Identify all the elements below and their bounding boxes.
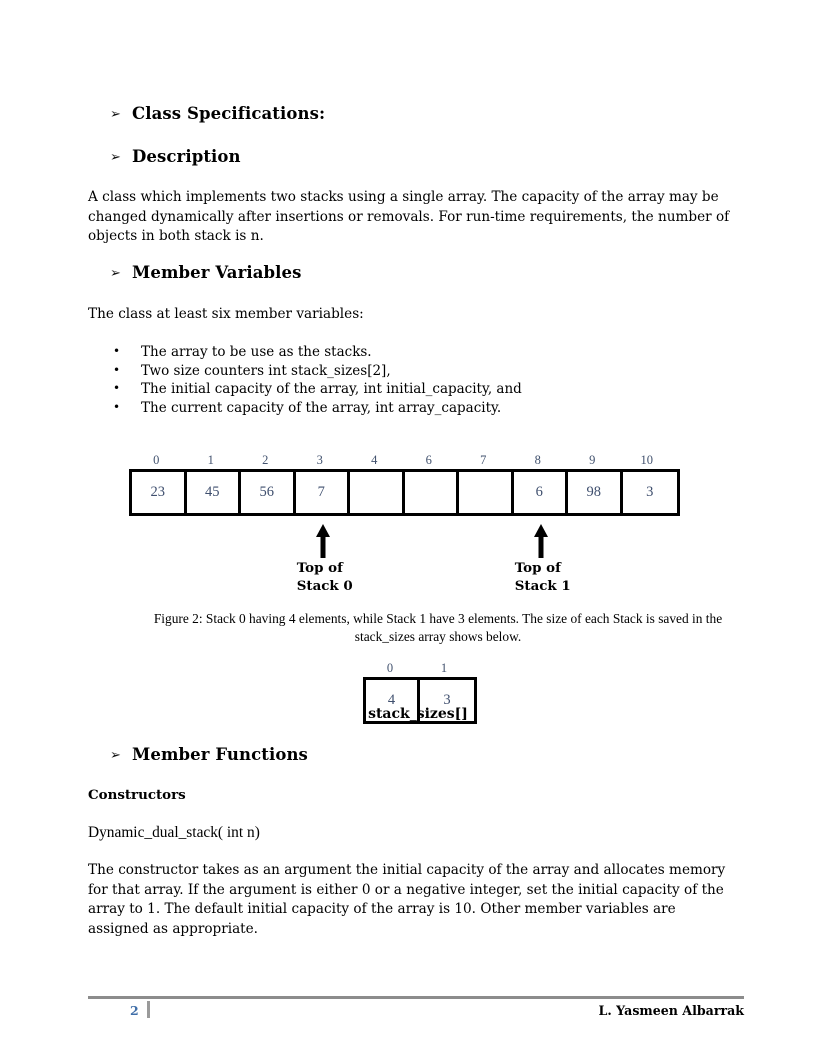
bullet-dot-icon: • <box>113 381 121 396</box>
footer-author: L. Yasmeen Albarrak <box>598 1003 744 1018</box>
array-cell: 3 <box>623 472 678 513</box>
arrow-bullet-icon: ➢ <box>110 107 121 122</box>
description-paragraph: A class which implements two stacks using a single array. The capacity of the array may be changed dynamically after insertions or removals. For run-time requirements, the number of objects in both stack is n. <box>88 189 730 244</box>
heading-description-label: Description <box>132 147 241 166</box>
array-index-label: 0 <box>153 453 160 467</box>
stack-sizes-label: stack_sizes[] <box>368 706 468 722</box>
heading-member-functions <box>110 745 308 764</box>
list-item <box>113 362 522 381</box>
array-cell: 56 <box>241 472 296 513</box>
footer-divider <box>88 996 744 999</box>
array-index-label: 10 <box>640 453 653 467</box>
array-cell: 6 <box>514 472 569 513</box>
stack-top-label-line1: Top of <box>514 560 561 576</box>
array-index-label: 0 <box>386 661 394 675</box>
array-index-label: 9 <box>589 453 596 467</box>
main-array-index-row <box>129 453 680 469</box>
footer-page-number: 2 <box>130 1003 139 1018</box>
heading-description <box>110 147 241 166</box>
arrow-bullet-icon: ➢ <box>110 266 121 281</box>
array-index-label: 4 <box>371 453 378 467</box>
list-item <box>113 343 522 362</box>
array-index-label: 6 <box>425 453 432 467</box>
heading-member-variables <box>110 263 302 282</box>
heading-member-functions-label: Member Functions <box>132 745 308 764</box>
heading-member-variables-label: Member Variables <box>132 263 302 282</box>
array-index-label: 3 <box>316 453 323 467</box>
constructors-heading: Constructors <box>88 787 186 803</box>
constructor-paragraph: The constructor takes as an argument the initial capacity of the array and allocates memory for that array. If the argument is either 0 or a negative integer, set the initial capacity of the array to 1. The default initial capacity of the array is 10. Other member variables are assigned as appropriate. <box>88 862 726 937</box>
array-index-label: 7 <box>480 453 487 467</box>
arrow-bullet-icon: ➢ <box>110 150 121 165</box>
list-item-label: The array to be use as the stacks. <box>141 344 372 360</box>
array-index-label: 8 <box>534 453 541 467</box>
constructor-signature: Dynamic_dual_stack( int n) <box>88 824 260 841</box>
array-cell: 7 <box>296 472 351 513</box>
array-cell <box>459 472 514 513</box>
footer-separator-bar <box>147 1001 150 1018</box>
array-index-label: 1 <box>207 453 214 467</box>
array-cell: 4 <box>366 680 420 721</box>
list-item <box>113 380 522 399</box>
bullet-dot-icon: • <box>113 344 121 358</box>
heading-class-specifications-label: Class Specifications: <box>132 104 326 123</box>
array-index-label: 2 <box>262 453 269 467</box>
arrow-bullet-icon: ➢ <box>110 748 121 763</box>
heading-class-specifications <box>110 104 325 123</box>
stack-top-label-line1: Top of <box>296 560 343 576</box>
list-item <box>113 399 522 418</box>
list-item-label: The current capacity of the array, int array_capacity. <box>141 399 502 416</box>
main-array-diagram <box>129 453 680 516</box>
member-variables-list <box>113 343 522 417</box>
stack-top-arrow-icon <box>528 524 554 562</box>
member-variables-lead: The class at least six member variables: <box>88 306 364 322</box>
stack-top-label <box>297 560 353 595</box>
list-item-label: Two size counters int stack_sizes[2], <box>141 362 391 379</box>
bullet-dot-icon: • <box>113 362 121 377</box>
stack-sizes-index-row <box>363 661 477 677</box>
stack-top-label-line2: Stack 0 <box>296 577 353 594</box>
array-cell: 23 <box>132 472 187 513</box>
figure-caption: Figure 2: Stack 0 having 4 elements, while Stack 1 have 3 elements. The size of each Stack is saved in the stack_sizes array shows below. <box>153 611 723 644</box>
bullet-dot-icon: • <box>113 399 121 414</box>
stack-top-arrow-icon <box>310 524 336 562</box>
stack-top-label-line2: Stack 1 <box>514 577 571 594</box>
array-cell: 3 <box>420 680 474 721</box>
array-cell: 45 <box>187 472 242 513</box>
array-cell <box>405 472 460 513</box>
list-item-label: The initial capacity of the array, int initial_capacity, and <box>141 381 522 398</box>
main-array-cell-row <box>129 469 680 516</box>
array-cell <box>350 472 405 513</box>
array-cell: 98 <box>568 472 623 513</box>
array-index-label: 1 <box>440 661 448 675</box>
stack-top-label <box>515 560 571 595</box>
